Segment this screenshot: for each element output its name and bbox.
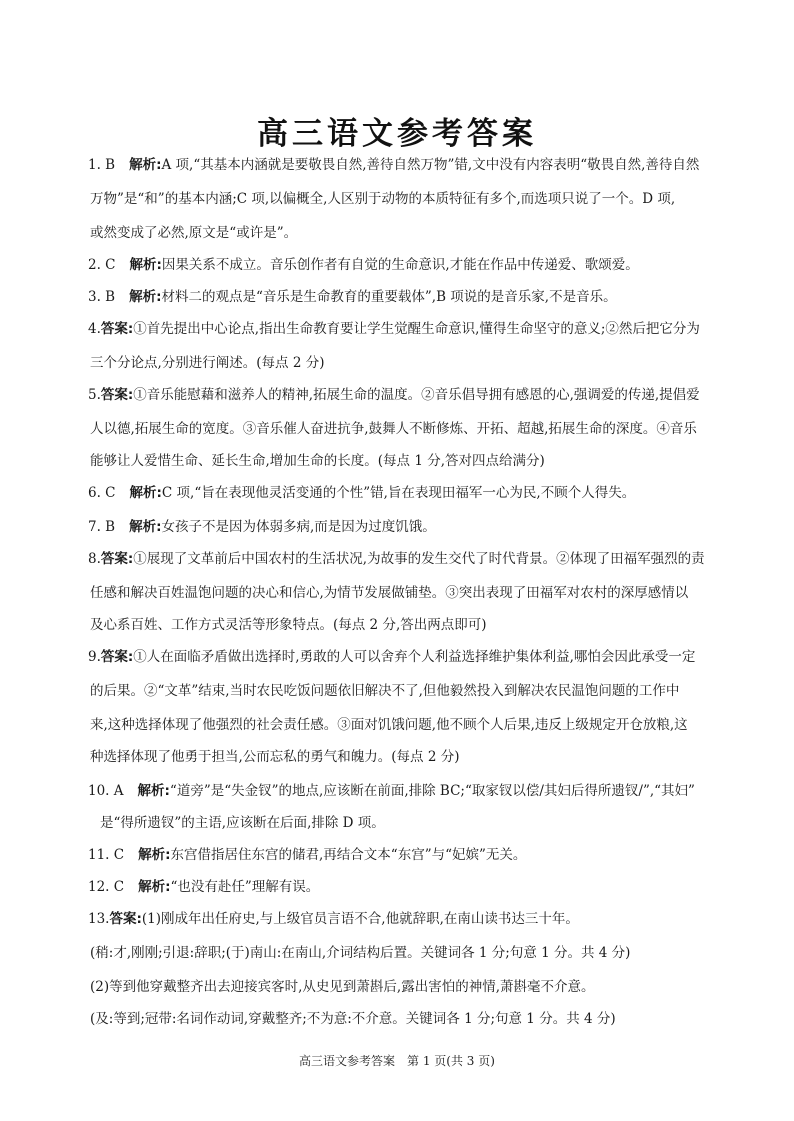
answer-text: ①展现了文革前后中国农村的生活状况,为故事的发生交代了时代背景。②体现了田福军强烈的责 — [133, 551, 705, 567]
answer-text: ①首先提出中心论点,指出生命教育要让学生觉醒生命意识,懂得生命坚守的意义;②然后把它分为 — [133, 321, 700, 337]
answer-line — [88, 255, 639, 275]
answer-line: 种选择体现了他勇于担当,公而忘私的勇气和魄力。(每点 2 分) — [90, 749, 460, 765]
answer-text: 东宫借指居住东宫的储君,再结合文本“东宫”与“妃嫔”无关。 — [170, 847, 527, 863]
answer-line: 及心系百姓、工作方式灵活等形象特点。(每点 2 分,答出两点即可) — [90, 617, 487, 633]
answer-text: 材料二的观点是“音乐是生命教育的重要载体”,B 项说的是音乐家,不是音乐。 — [161, 289, 617, 305]
answer-line — [88, 549, 705, 569]
answer-text: C 项,“旨在表现他灵活变通的个性”错,旨在表现田福军一心为民,不顾个人得失。 — [161, 485, 636, 501]
answer-line — [88, 781, 695, 801]
answer-line — [88, 155, 699, 175]
answer-text: 女孩子不是因为体弱多病,而是因为过度饥饿。 — [161, 519, 436, 535]
answer-tag: 解析: — [138, 847, 171, 863]
answer-tag: 解析: — [129, 485, 162, 501]
question-number: 11. C — [88, 847, 125, 863]
answer-text: ①人在面临矛盾做出选择时,勇敢的人可以舍弃个人利益选择维护集体利益,哪怕会因此承受一定 — [133, 649, 696, 665]
question-number: 4. — [88, 321, 101, 337]
answer-line: 来,这种选择体现了他强烈的社会责任感。③面对饥饿问题,他不顾个人后果,违反上级规定开仓放粮,这 — [90, 717, 688, 733]
question-number: 13. — [88, 911, 110, 927]
answer-line — [88, 845, 526, 865]
page-footer: 高三语文参考答案 第 1 页(共 3 页) — [299, 1054, 495, 1068]
answer-line — [88, 517, 436, 537]
answer-tag: 解析: — [129, 519, 162, 535]
answer-line: 的后果。②“文革”结束,当时农民吃饭问题依旧解决不了,但他毅然投入到解决农民温饱问题的工作中 — [90, 683, 680, 699]
answer-line: 能够让人爱惜生命、延长生命,增加生命的长度。(每点 1 分,答对四点给满分) — [90, 453, 545, 469]
question-number: 7. B — [88, 519, 116, 535]
answer-line — [88, 319, 700, 339]
question-number: 12. C — [88, 879, 125, 895]
question-number: 9. — [88, 649, 101, 665]
answer-line — [88, 909, 579, 929]
answer-line — [88, 385, 700, 405]
page-title: 高三语文参考答案 — [257, 116, 537, 152]
answer-tag: 答案: — [100, 387, 134, 403]
answer-line — [88, 647, 695, 667]
question-number: 2. C — [88, 257, 116, 273]
answer-line: 人以德,拓展生命的宽度。③音乐催人奋进抗争,鼓舞人不断修炼、开拓、超越,拓展生命的深度。④音乐 — [90, 421, 697, 437]
answer-tag: 解析: — [129, 157, 162, 173]
answer-text: “也没有赴任”理解有误。 — [170, 879, 320, 895]
question-number: 6. C — [88, 485, 116, 501]
answer-text: “道旁”是“失金钗”的地点,应该断在前面,排除 BC;“取家钗以偿/其妇后得所遗钗/”,“其妇” — [169, 783, 695, 799]
answer-line: (稍:才,刚刚;引退:辞职;(于)南山:在南山,介词结构后置。关键词各 1 分;句意 1 分。共 4 分) — [90, 945, 631, 961]
answer-tag: 解析: — [137, 783, 170, 799]
answer-line — [88, 287, 617, 307]
question-number: 8. — [88, 551, 101, 567]
answer-tag: 答案: — [100, 649, 134, 665]
answer-line: 任感和解决百姓温饱问题的决心和信心,为情节发展做铺垫。③突出表现了田福军对农村的深厚感情以 — [90, 585, 689, 601]
answer-line: 万物”是“和”的基本内涵;C 项,以偏概全,人区别于动物的本质特征有多个,而选项只说了一个。D 项, — [90, 191, 676, 207]
answer-line — [88, 877, 319, 897]
answer-line: 或然变成了必然,原文是“或许是”。 — [90, 225, 298, 241]
question-number: 3. B — [88, 289, 116, 305]
answer-text: 因果关系不成立。音乐创作者有自觉的生命意识,才能在作品中传递爱、歌颂爱。 — [161, 257, 639, 273]
answer-text: ①音乐能慰藉和滋养人的精神,拓展生命的温度。②音乐倡导拥有感恩的心,强调爱的传递,提倡爱 — [133, 387, 700, 403]
answer-line: (及:等到;冠带:名词作动词,穿戴整齐;不为意:不介意。关键词各 1 分;句意 1 分。共 4 分) — [90, 1011, 616, 1027]
question-number: 1. B — [88, 157, 116, 173]
answer-tag: 解析: — [129, 289, 162, 305]
answer-tag: 解析: — [129, 257, 162, 273]
answer-text: (1)刚成年出任府史,与上级官员言语不合,他就辞职,在南山读书达三十年。 — [141, 911, 579, 927]
answer-tag: 解析: — [138, 879, 171, 895]
answer-line: 三个分论点,分别进行阐述。(每点 2 分) — [90, 355, 325, 371]
question-number: 5. — [88, 387, 101, 403]
answer-text: A 项,“其基本内涵就是要敬畏自然,善待自然万物”错,文中没有内容表明“敬畏自然,善待自然 — [161, 157, 700, 173]
answer-line: (2)等到他穿戴整齐出去迎接宾客时,从史见到萧斟后,露出害怕的神情,萧斟毫不介意。 — [90, 979, 595, 995]
answer-tag: 答案: — [109, 911, 142, 927]
answer-tag: 答案: — [100, 551, 134, 567]
question-number: 10. A — [88, 783, 124, 799]
answer-tag: 答案: — [100, 321, 134, 337]
answer-line — [88, 483, 635, 503]
answer-line: 是“得所遗钗”的主语,应该断在后面,排除 D 项。 — [100, 815, 385, 831]
